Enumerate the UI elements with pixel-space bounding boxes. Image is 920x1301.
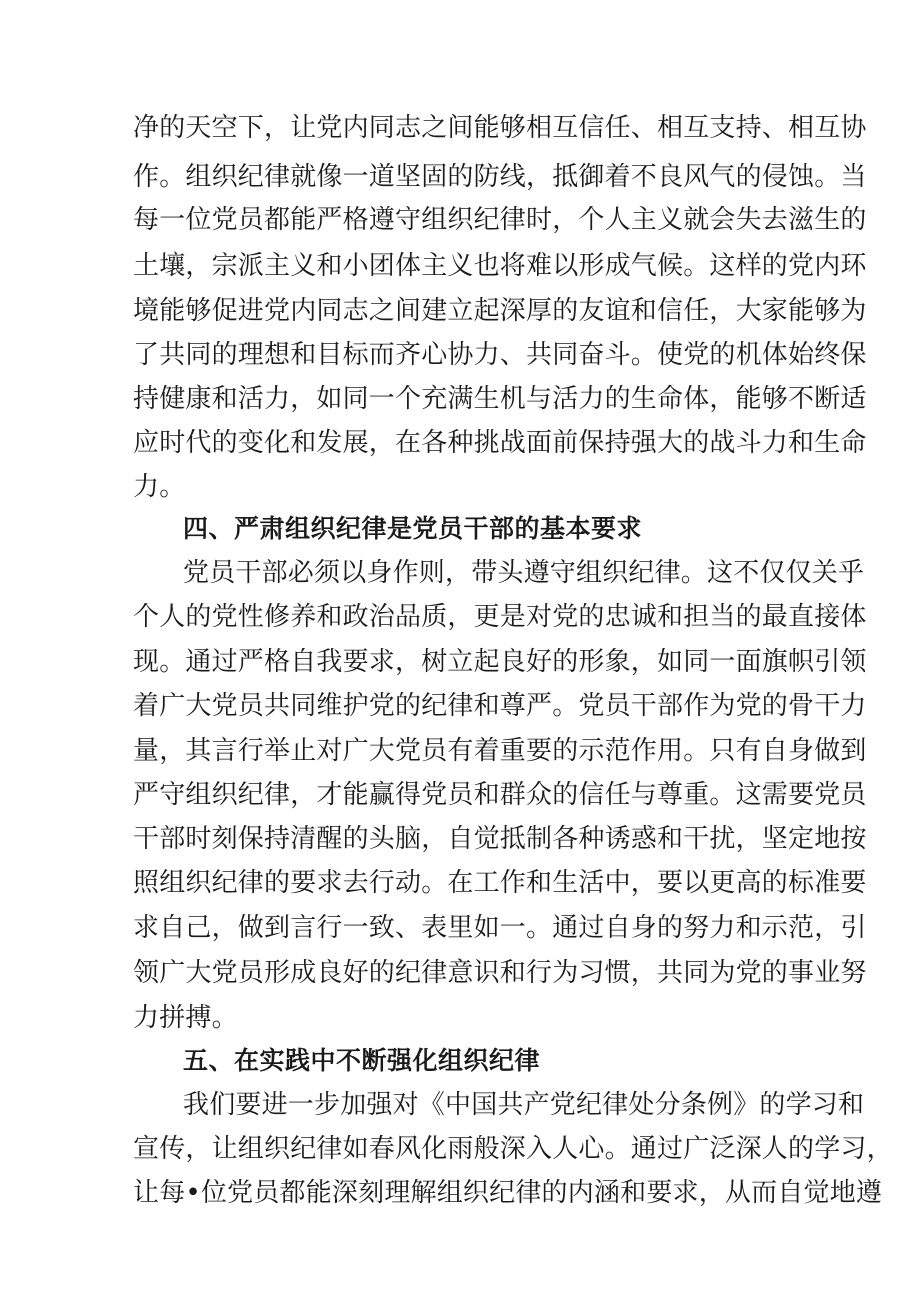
section-heading: 四、严肃组织纪律是党员干部的基本要求	[183, 514, 643, 543]
paragraph-line: 照组织纪律的要求去行动。在工作和生活中，要以更高的标准要	[133, 868, 867, 898]
paragraph-line: 量，其言行举止对广大党员有着重要的示范作用。只有自身做到	[133, 736, 867, 766]
paragraph-line: 严守组织纪律，才能赢得党员和群众的信任与尊重。这需要党员	[133, 780, 867, 810]
paragraph-line: 每一位党员都能严格遵守组织纪律时，个人主义就会失去滋生的	[133, 205, 867, 235]
paragraph-line: 净的天空下，让党内同志之间能够相互信任、相互支持、相互协	[133, 113, 867, 143]
paragraph-line: 力。	[133, 472, 186, 502]
paragraph-line: 了共同的理想和目标而齐心协力、共同奋斗。使党的机体始终保	[133, 340, 867, 370]
paragraph-line: 求自己，做到言行一致、表里如一。通过自身的努力和示范，引	[133, 913, 867, 943]
paragraph-line: 党员干部必须以身作则，带头遵守组织纪律。这不仅仅关乎	[183, 558, 865, 588]
paragraph-line: 现。通过严格自我要求，树立起良好的形象，如同一面旗帜引领	[133, 647, 867, 677]
paragraph-line: 干部时刻保持清醒的头脑，自觉抵制各种诱惑和干扰，坚定地按	[133, 824, 867, 854]
paragraph-line: 让每•位党员都能深刻理解组织纪律的内涵和要求，从而自觉地遵	[133, 1178, 883, 1208]
paragraph-line: 宣传，让组织纪律如春风化雨般深入人心。通过广泛深人的学习，	[133, 1134, 893, 1164]
section-heading: 五、在实践中不断强化组织纪律	[183, 1046, 541, 1075]
paragraph-line: 作。组织纪律就像一道坚固的防线，抵御着不良风气的侵蚀。当	[133, 162, 867, 192]
paragraph-line: 持健康和活力，如同一个充满生机与活力的生命体，能够不断适	[133, 384, 867, 414]
paragraph-line: 土壤，宗派主义和小团体主义也将难以形成气候。这样的党内环	[133, 251, 867, 281]
paragraph-line: 境能够促进党内同志之间建立起深厚的友谊和信任，大家能够为	[133, 296, 867, 326]
paragraph-line: 我们要进一步加强对《中国共产党纪律处分条例》的学习和	[183, 1090, 865, 1120]
paragraph-line: 应时代的变化和发展，在各种挑战面前保持强大的战斗力和生命	[133, 428, 867, 458]
paragraph-line: 着广大党员共同维护党的纪律和尊严。党员干部作为党的骨干力	[133, 691, 867, 721]
paragraph-line: 力拼搏。	[133, 1003, 238, 1033]
paragraph-line: 个人的党性修养和政治品质，更是对党的忠诚和担当的最直接体	[133, 602, 867, 632]
paragraph-line: 领广大党员形成良好的纪律意识和行为习惯，共同为党的事业努	[133, 958, 867, 988]
